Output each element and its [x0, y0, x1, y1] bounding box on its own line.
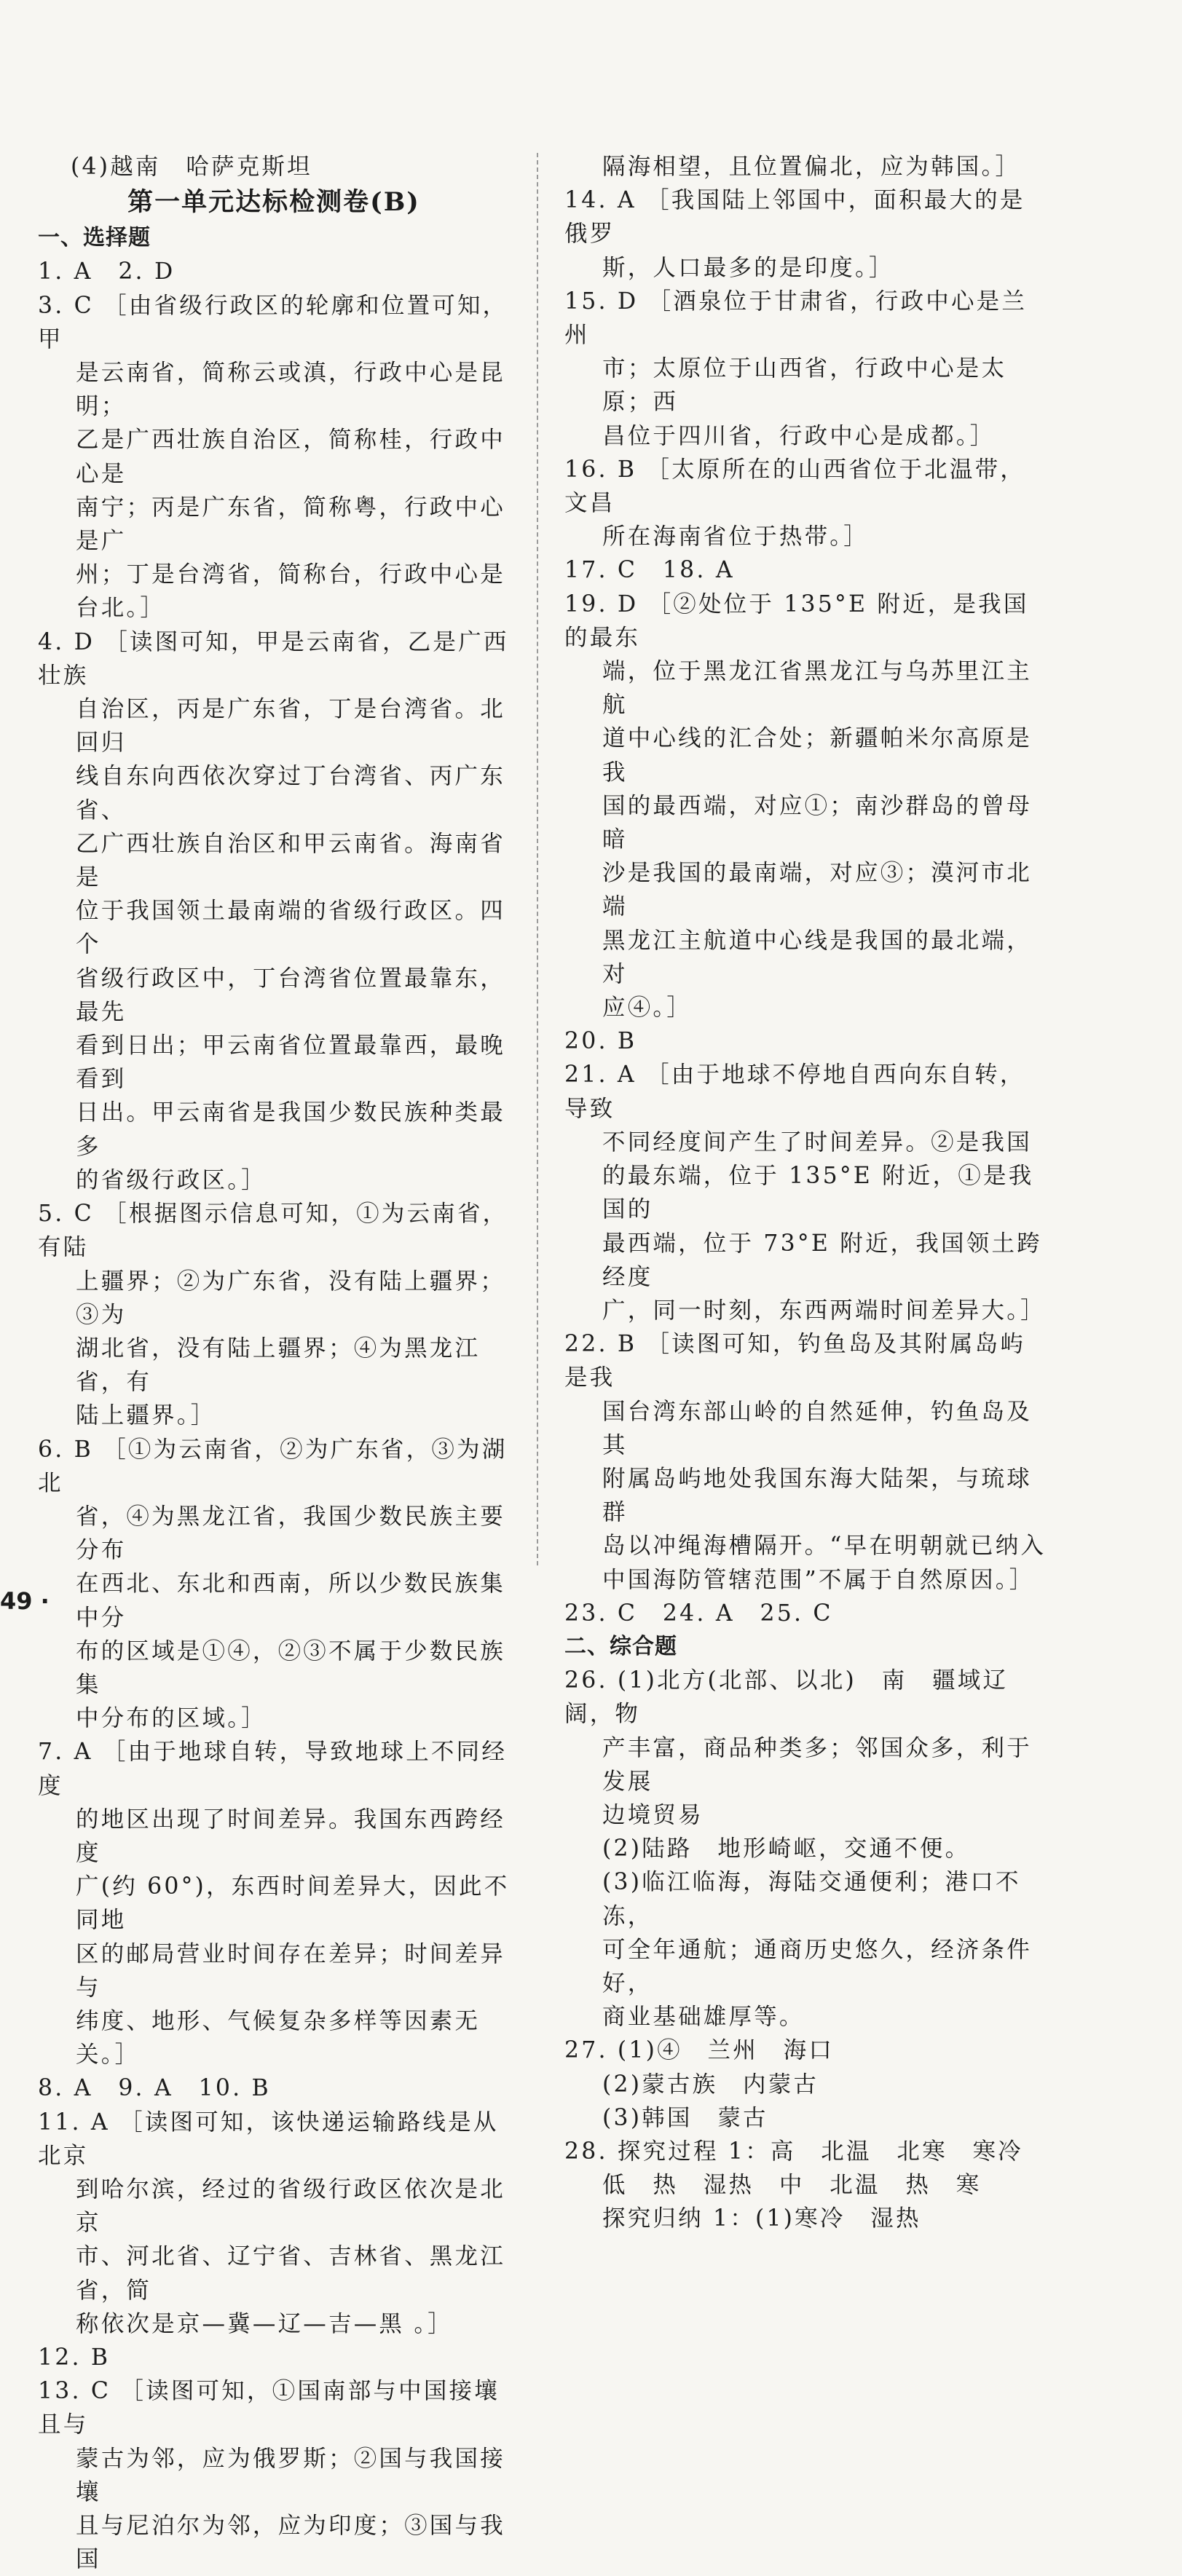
answer-line: 6. B ［①为云南省，②为广东省，③为湖北: [38, 1436, 508, 1496]
answer-item: [564, 1058, 1047, 1327]
answer-line: 市；太原位于山西省，行政中心是太原；西: [602, 355, 1007, 416]
answer-line: 自治区，丙是广东省，丁是台湾省。北回归: [76, 696, 505, 756]
answer-line: 8. A 9. A 10. B: [38, 2075, 271, 2102]
answer-line: (2)蒙古族 内蒙古: [602, 2071, 819, 2098]
answer-line: 国的最西端，对应①；南沙群岛的曾母暗: [602, 792, 1032, 853]
answer-item: [564, 453, 1047, 554]
answer-line: (3)韩国 蒙古: [602, 2104, 768, 2131]
answer-item: [564, 588, 1047, 1025]
answer-item: [564, 285, 1047, 453]
answer-line: 湖北省，没有陆上疆界；④为黑龙江省，有: [76, 1335, 481, 1396]
answer-line: 蒙古为邻，应为俄罗斯；②国与我国接壤: [76, 2445, 505, 2505]
answer-line: 的地区出现了时间差异。我国东西跨经度: [76, 1806, 505, 1866]
answer-line: 11. A ［读图可知，该快递运输路线是从北京: [38, 2109, 499, 2169]
answer-line: 道中心线的汇合处；新疆帕米尔高原是我: [602, 725, 1032, 786]
answer-item: [38, 2341, 510, 2374]
answer-line: 21. A ［由于地球不停地自西向东自转，导致: [564, 1062, 1025, 1122]
answer-line: 20. B: [564, 1028, 637, 1055]
answer-line: 岛以冲绳海槽隔开。“早在明朝就已纳入: [602, 1533, 1047, 1560]
answer-line: 23. C 24. A 25. C: [564, 1600, 833, 1627]
answer-line: 且与尼泊尔为邻，应为印度；③国与我国: [76, 2513, 505, 2573]
answer-line: 日出。甲云南省是我国少数民族种类最多: [76, 1099, 505, 1160]
answer-item: [564, 183, 1047, 285]
answer-item: [564, 553, 1047, 587]
answer-line: (2)陆路 地形崎岖，交通不便。: [602, 1836, 971, 1862]
answer-line: 昌位于四川省，行政中心是成都。］: [602, 422, 996, 449]
answer-line: 17. C 18. A: [564, 557, 735, 584]
answer-line: 布的区域是①④，②③不属于少数民族集: [76, 1637, 505, 1698]
answer-item: [38, 625, 510, 1197]
answer-line: 产丰富，商品种类多；邻国众多，利于发展: [602, 1734, 1032, 1795]
answer-line: 5. C ［根据图示信息可知，①为云南省，有陆: [38, 1201, 508, 1261]
answer-line: 中国海防管辖范围”不属于自然原因。］: [602, 1566, 1035, 1593]
answer-line: 22. B ［读图可知，钓鱼岛及其附属岛屿是我: [564, 1331, 1025, 1391]
sub-answer: [564, 1865, 1047, 2034]
continued-answer: (4)越南 哈萨克斯坦: [71, 154, 312, 180]
sub-answer: [564, 2068, 1047, 2101]
left-column: [38, 150, 510, 2576]
answer-line: 探究归纳 1：(1)寒冷 湿热: [602, 2205, 921, 2232]
answer-line: 位于我国领土最南端的省级行政区。四个: [76, 898, 505, 958]
answer-line: 省级行政区中，丁台湾省位置最靠东，最先: [76, 965, 505, 1025]
answer-line: 黑龙江主航道中心线是我国的最北端，对: [602, 927, 1032, 987]
answer-item: [38, 255, 510, 288]
answer-line: 3. C ［由省级行政区的轮廓和位置可知，甲: [38, 292, 508, 352]
exam-title: 第一单元达标检测卷(B): [127, 187, 420, 218]
section-heading: 二、综合题: [564, 1633, 677, 1659]
answer-line: 所在海南省位于热带。］: [602, 524, 869, 550]
answer-item: [38, 1433, 510, 1736]
answer-line: 上疆界；②为广东省，没有陆上疆界；③为: [76, 1268, 505, 1328]
answer-line: 是云南省，简称云或滇，行政中心是昆明；: [76, 360, 505, 420]
answer-item: [564, 1024, 1047, 1058]
answer-item: [38, 2071, 510, 2105]
answer-item: [38, 1735, 510, 2071]
answer-item: [564, 1664, 1047, 1832]
answer-line: 端，位于黑龙江省黑龙江与乌苏里江主航: [602, 658, 1032, 719]
answer-item: [38, 1197, 510, 1432]
answer-line: 边境贸易: [602, 1801, 704, 1828]
answer-line: 沙是我国的最南端，对应③；漠河市北端: [602, 860, 1032, 920]
answer-line: 应④。］: [602, 995, 693, 1022]
answer-line: 4. D ［读图可知，甲是云南省，乙是广西壮族: [38, 628, 509, 689]
answer-line: 附属岛屿地处我国东海大陆架，与琉球群: [602, 1465, 1032, 1526]
answer-line: 广，同一时刻，东西两端时间差异大。］: [602, 1297, 1046, 1324]
answer-line: 12. B: [38, 2344, 111, 2371]
page-number: 49 ·: [0, 1587, 50, 1615]
answer-line: 商业基础雄厚等。: [602, 2004, 805, 2031]
answer-line: 13. C ［读图可知，①国南部与中国接壤且与: [38, 2378, 500, 2438]
answer-line: 国台湾东部山岭的自然延伸，钓鱼岛及其: [602, 1398, 1032, 1458]
section-heading: 一、选择题: [38, 225, 151, 251]
answer-line: 14. A ［我国陆上邻国中，面积最大的是俄罗: [564, 187, 1025, 248]
answer-line: 市、河北省、辽宁省、吉林省、黑龙江省，简: [76, 2243, 505, 2304]
answer-line: 中分布的区域。］: [76, 1705, 267, 1732]
answer-line: 广(约 60°)，东西时间差异大，因此不同地: [76, 1873, 510, 1934]
answer-item: [564, 1327, 1047, 1597]
answer-line: 可全年通航；通商历史悠久，经济条件好，: [602, 1936, 1032, 1996]
sub-answer: [564, 2101, 1047, 2135]
answer-item: [38, 2106, 510, 2341]
answer-item: [38, 2374, 510, 2576]
answer-line: 区的邮局营业时间存在差异；时间差异与: [76, 1940, 505, 2001]
answer-line: 纬度、地形、气候复杂多样等因素无关。］: [76, 2007, 481, 2069]
answer-line: 陆上疆界。］: [76, 1402, 216, 1429]
answer-line: 27. (1)④ 兰州 海口: [564, 2037, 835, 2064]
answer-line: 看到日出；甲云南省位置最靠西，最晚看到: [76, 1032, 505, 1093]
answer-line: 线自东向西依次穿过丁台湾省、丙广东省、: [76, 763, 505, 823]
answer-line: 在西北、东北和西南，所以少数民族集中分: [76, 1571, 505, 1631]
answer-line: 州；丁是台湾省，简称台，行政中心是台北。］: [76, 561, 505, 622]
answer-line: 斯，人口最多的是印度。］: [602, 254, 894, 281]
answer-item: [564, 2135, 1047, 2236]
answer-item: [38, 289, 510, 625]
answer-line: 19. D ［②处位于 135°E 附近，是我国的最东: [564, 590, 1029, 651]
answer-line: 称依次是京—冀—辽—吉—黑 。］: [76, 2310, 453, 2337]
answer-line: 最西端，位于 73°E 附近，我国领土跨经度: [602, 1230, 1042, 1290]
continued-answer: 隔海相望，且位置偏北，应为韩国。］: [602, 154, 1021, 180]
column-divider: [537, 153, 538, 1565]
answer-line: 26. (1)北方(北部、以北) 南 疆域辽阔，物: [564, 1667, 1009, 1728]
answer-line: 28. 探究过程 1：高 北温 北寒 寒冷: [564, 2138, 1023, 2165]
answer-item: [564, 2034, 1047, 2067]
answer-line: 省，④为黑龙江省，我国少数民族主要分布: [76, 1503, 505, 1564]
answer-line: 不同经度间产生了时间差异。②是我国: [602, 1129, 1032, 1155]
answer-line: 的省级行政区。］: [76, 1166, 267, 1193]
answer-line: 南宁；丙是广东省，简称粤，行政中心是广: [76, 494, 505, 555]
answer-line: (3)临江临海，海陆交通便利；港口不冻，: [602, 1869, 1021, 1929]
answer-line: 乙是广西壮族自治区，简称桂，行政中心是: [76, 427, 505, 487]
answer-line: 乙广西壮族自治区和甲云南省。海南省是: [76, 830, 505, 891]
sub-answer: [564, 1832, 1047, 1865]
answer-line: 到哈尔滨，经过的省级行政区依次是北京: [76, 2176, 505, 2237]
answer-line: 1. A 2. D: [38, 258, 176, 285]
right-column: [564, 150, 1047, 2236]
answer-line: 低 热 湿热 中 北温 热 寒: [602, 2172, 982, 2199]
answer-line: 7. A ［由于地球自转，导致地球上不同经度: [38, 1739, 508, 1799]
answer-line: 16. B ［太原所在的山西省位于北温带，文昌: [564, 456, 1025, 517]
answer-line: 15. D ［酒泉位于甘肃省，行政中心是兰州: [564, 288, 1028, 349]
answer-item: [564, 1597, 1047, 1630]
answer-line: 的最东端，位于 135°E 附近，①是我国的: [602, 1163, 1034, 1223]
